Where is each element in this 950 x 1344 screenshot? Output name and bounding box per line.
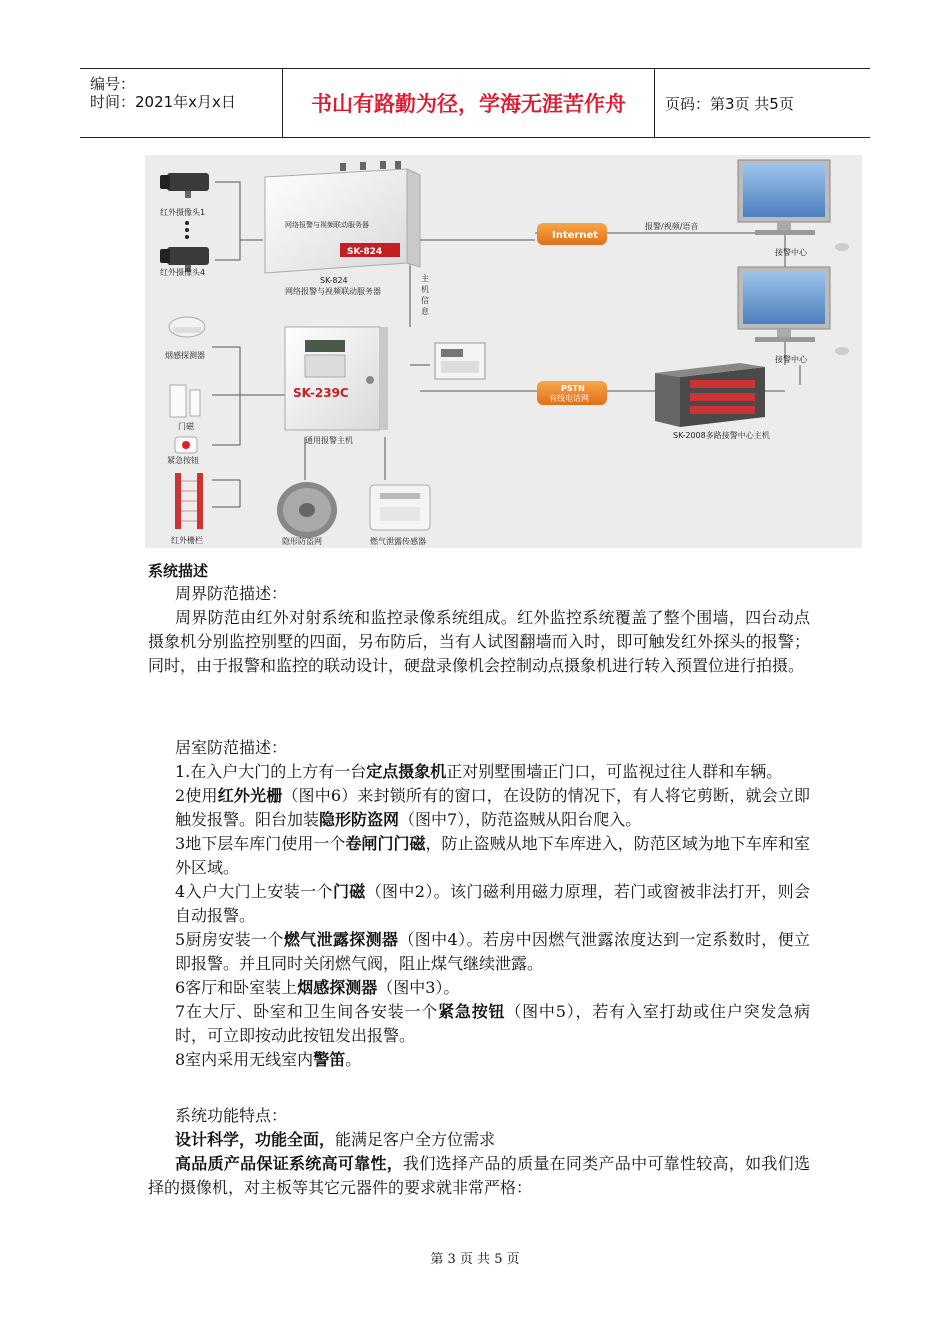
item-keyword: 门磁 [332,882,366,901]
keypad-icon [435,343,485,379]
emergency-label: 紧急按钮 [167,456,199,465]
item-text: 3地下层车库门使用一个 [175,834,346,853]
doc-number-label: 编号： [90,75,136,93]
pstn-sub-label: 有线电话网 [549,394,589,403]
internet-label: Internet [552,230,599,241]
door-sensor-icon [170,385,200,417]
indoor-item-7 [148,1000,810,1048]
item-text: 7在大厅、卧室和卫生间各安装一个 [175,1002,439,1021]
item-text: （图中5），若有入室打劫或住户突发急病时，可立即按动此按钮发出报警。 [175,1002,810,1045]
system-diagram-graphic [145,155,862,548]
header-page-label: 页码：第3页 共5页 [665,94,794,113]
camera1-label: 红外摄像头1 [160,208,206,217]
features-title: 系统功能特点： [175,1106,288,1125]
item-text: （图中3）。 [377,978,460,997]
host-info-char: 信 [421,296,429,305]
smoke-label: 烟感探测器 [165,351,205,360]
server-caption: 网络报警与视频联动服务器 [285,287,381,296]
item-text: （图中7），防范盗贼从阳台爬入。 [399,810,642,829]
server-model-badge: SK-824 [347,247,383,257]
center2-label: 接警中心 [775,355,807,364]
camera4-label: 红外摄像头4 [160,268,206,277]
item-text: 8室内采用无线室内 [175,1050,314,1069]
monitor-icon [738,160,849,251]
server-box-icon [265,161,420,273]
indoor-item-5 [148,928,810,976]
system-diagram [145,155,862,548]
host-info-char: 机 [421,285,429,294]
page-footer: 第 3 页 共 5 页 [430,1252,520,1267]
item-text: 4入户大门上安装一个 [175,882,333,901]
indoor-item-4 [148,880,810,928]
item-text: 5厨房安装一个 [175,930,284,949]
item-keyword: 定点摄象机 [366,762,447,781]
receiver-rack-icon [655,363,765,427]
emergency-button-icon [175,437,197,453]
feature-text: 能满足客户全方位需求 [335,1130,496,1149]
indoor-item-1 [175,760,782,784]
doc-date-label: 时间：2021年x月x日 [90,93,236,111]
item-text: （图中4）。若房中因燃气泄露浓度达到一定系数时，便立即报警。并且同时关闭燃气阀，阻止煤气继续泄露。 [175,930,810,973]
indoor-item-3 [148,832,810,880]
door-label: 门磁 [178,422,194,431]
ellipsis-dots [185,221,189,239]
item-text: ，防止盗贼从地下车库进入，防范区域为地下车库和室外区域。 [175,834,810,877]
server-box-text: 网络报警与视频联动服务器 [285,221,369,229]
net-label: 隐形防盗网 [282,537,322,546]
center1-label: 接警中心 [775,248,807,257]
section-title: 系统描述 [148,562,209,580]
feature-2 [148,1152,810,1200]
receiver-label: SK-2008多路接警中心主机 [673,431,770,440]
pstn-label: PSTN [561,384,585,393]
indoor-item-6 [175,976,459,1000]
item-keyword: 紧急按钮 [438,1002,506,1021]
feature-text: 我们选择产品的质量在同类产品中可靠性较高，如我们选择的摄像机，对主板等其它元器件的要求就非常严格： [148,1154,810,1197]
perimeter-paragraph: 周界防范由红外对射系统和监控录像系统组成。红外监控系统覆盖了整个围墙，四台动点摄象机分别监控别墅的四面，另布防后，当有人试图翻墙而入时，即可触发红外探头的报警；同时，由于报警和监控的联动设计，硬盘录像机会控制动点摄象机进行转入预置位进行拍摄。 [148,608,810,675]
item-keyword: 卷闸门门磁 [345,834,426,853]
server-model-label: SK-824 [320,276,348,285]
page-header [80,68,870,138]
item-text: 1.在入户大门的上方有一台 [175,762,367,781]
alarm-host-icon [285,327,388,430]
feature-keyword: 设计科学，功能全面， [175,1130,336,1149]
item-text: （图中2）。该门磁利用磁力原理，若门或窗被非法打开，则会自动报警。 [175,882,810,925]
item-text: 。 [345,1050,362,1069]
item-text: 2使用 [175,786,218,805]
item-keyword: 红外光栅 [217,786,283,805]
indoor-item-8 [175,1048,361,1072]
ir-fence-label: 红外栅栏 [171,536,203,545]
indoor-item-2 [148,784,810,832]
alarm-model-badge: SK-239C [293,386,349,400]
item-keyword: 烟感探测器 [297,978,378,997]
item-keyword: 隐形防盗网 [319,810,400,829]
monitor-icon [738,267,849,355]
gas-sensor-icon [370,485,430,530]
indoor-title: 居室防范描述： [175,738,288,757]
ir-fence-icon [175,473,203,529]
item-text: 6客厅和卧室装上 [175,978,298,997]
wire-net-icon [277,482,337,538]
alarm-caption: 通用报警主机 [305,436,353,445]
item-text: （图中6）来封锁所有的窗口，在设防的情况下，有人将它剪断，就会立即触发报警。阳台加装 [175,786,810,829]
camera-icon [160,173,209,198]
item-keyword: 燃气泄露探测器 [283,930,399,949]
internet-line-label: 报警/视频/语音 [645,222,699,231]
host-info-char: 主 [421,274,429,283]
item-text: 正对别墅围墙正门口，可监视过往人群和车辆。 [446,762,783,781]
feature-keyword: 高品质产品保证系统高可靠性， [175,1154,404,1173]
header-left-cell [80,69,283,137]
feature-1 [175,1128,495,1152]
header-motto: 书山有路勤为径，学海无涯苦作舟 [283,69,655,137]
item-keyword: 警笛 [313,1050,346,1069]
gas-label: 燃气泄露传感器 [370,537,426,546]
smoke-detector-icon [169,317,205,337]
perimeter-title: 周界防范描述： [175,584,288,603]
host-info-char: 息 [421,307,429,316]
